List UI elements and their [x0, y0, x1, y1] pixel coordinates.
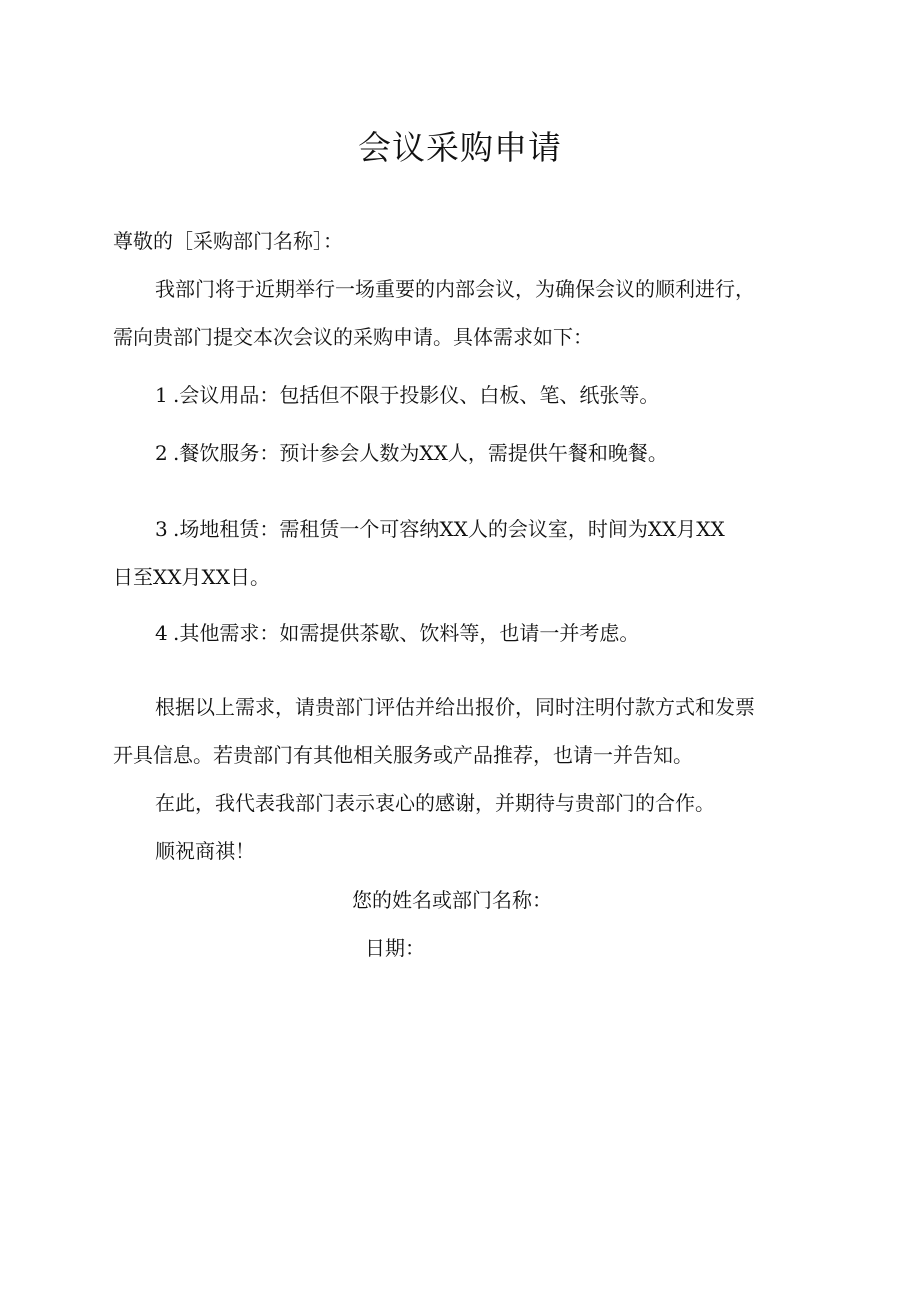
- intro-line-2: 需向贵部门提交本次会议的采购申请。具体需求如下：: [113, 325, 593, 349]
- list-item-number: 1: [155, 383, 168, 407]
- list-item-number: 3: [155, 517, 168, 541]
- thanks-line: 在此，我代表我部门表示衷心的感谢，并期待与贵部门的合作。: [155, 791, 715, 815]
- list-item-text: .场地租赁：需租赁一个可容纳XX人的会议室，时间为XX月XX: [173, 517, 725, 541]
- list-item-number: 2: [155, 441, 168, 465]
- signature-label: 您的姓名或部门名称：: [352, 888, 552, 912]
- document-title: 会议采购申请: [358, 128, 562, 167]
- list-item-text: .其他需求：如需提供茶歇、饮料等，也请一并考虑。: [173, 621, 640, 645]
- list-item-3: [155, 514, 725, 544]
- list-item-text: .餐饮服务：预计参会人数为XX人，需提供午餐和晚餐。: [173, 441, 668, 465]
- request-line-1: 根据以上需求，请贵部门评估并给出报价，同时注明付款方式和发票: [155, 695, 755, 719]
- closing-line: 顺祝商祺！: [155, 839, 255, 863]
- salutation: 尊敬的［采购部门名称］：: [113, 229, 343, 253]
- request-line-2: 开具信息。若贵部门有其他相关服务或产品推荐，也请一并告知。: [113, 743, 693, 767]
- list-item-3-continuation: 日至XX月XX日。: [113, 565, 270, 589]
- intro-line-1: 我部门将于近期举行一场重要的内部会议，为确保会议的顺利进行，: [155, 277, 755, 301]
- list-item-1: [155, 380, 659, 410]
- list-item-4: [155, 618, 639, 648]
- list-item-2: [155, 438, 668, 468]
- list-item-number: 4: [155, 621, 168, 645]
- date-label: 日期：: [365, 936, 425, 960]
- list-item-text: .会议用品：包括但不限于投影仪、白板、笔、纸张等。: [173, 383, 660, 407]
